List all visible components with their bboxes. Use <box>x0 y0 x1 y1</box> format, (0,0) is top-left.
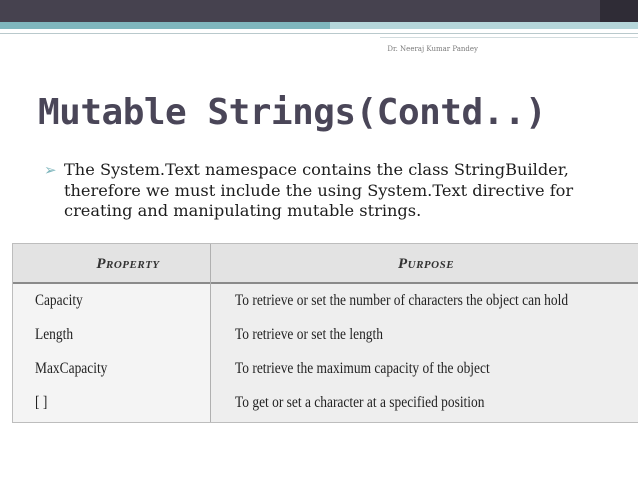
property-cell: MaxCapacity <box>35 360 108 377</box>
table-row <box>13 318 638 352</box>
purpose-cell: To retrieve or set the number of characters the object can hold <box>235 292 569 309</box>
property-cell: [ ] <box>35 394 48 411</box>
bullet-text: The System.Text namespace contains the class StringBuilder, therefore we must include the using System.Text directive for creating and manipulating mutable strings. <box>64 160 574 220</box>
table-header <box>13 244 638 284</box>
top-banner-accent <box>600 0 638 22</box>
slide-title: Mutable Strings(Contd..) <box>38 92 547 133</box>
top-banner <box>0 0 638 22</box>
bullet-point <box>44 160 604 222</box>
purpose-cell: To retrieve the maximum capacity of the object <box>235 360 490 377</box>
property-cell: Capacity <box>35 292 83 309</box>
divider-line-short <box>380 37 638 38</box>
table-row <box>13 386 638 420</box>
table-row <box>13 352 638 386</box>
property-cell: Length <box>35 326 74 343</box>
column-header-property: Property <box>96 256 160 272</box>
author-credit: Dr. Neeraj Kumar Pandey <box>387 45 478 53</box>
column-header-purpose: Purpose <box>397 256 455 272</box>
teal-stripe-light <box>330 22 638 29</box>
table-row <box>13 284 638 318</box>
property-table <box>12 243 638 423</box>
purpose-cell: To get or set a character at a specified position <box>235 394 485 411</box>
arrow-bullet-icon: ➢ <box>44 161 57 179</box>
divider-line <box>0 33 638 34</box>
purpose-cell: To retrieve or set the length <box>235 326 383 343</box>
